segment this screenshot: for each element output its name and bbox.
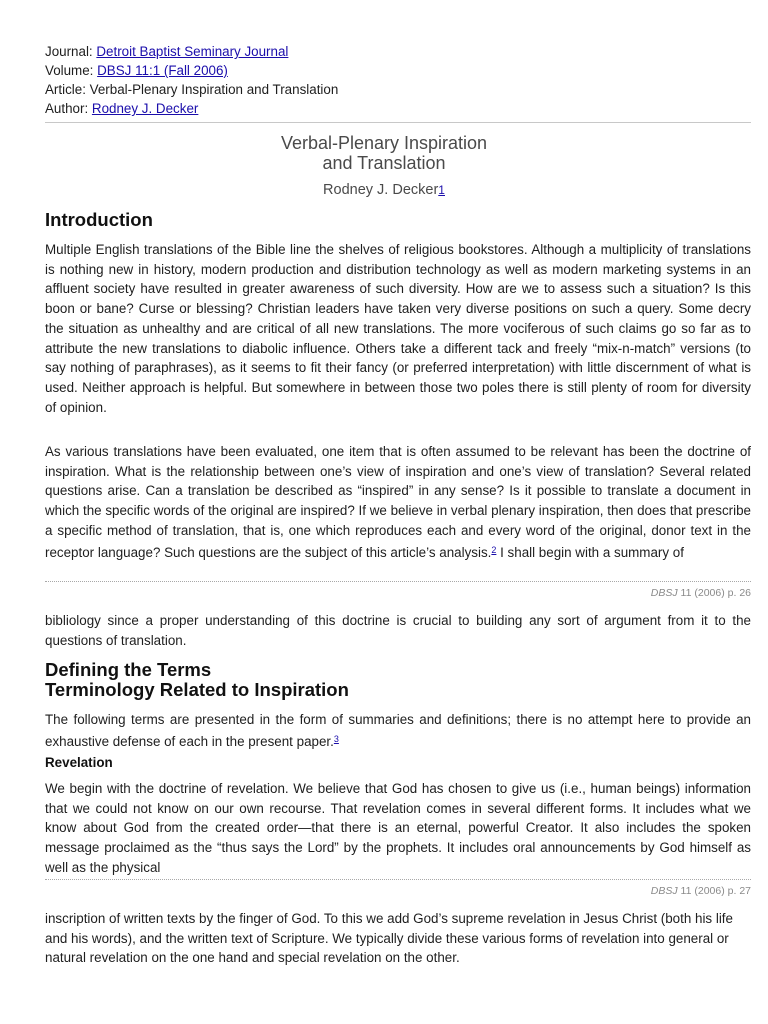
volume-link[interactable]: DBSJ 11:1 (Fall 2006) [97,63,228,78]
journal-link[interactable]: Detroit Baptist Seminary Journal [96,44,289,59]
intro-paragraph-2 [45,442,751,562]
heading-revelation: Revelation [45,755,113,770]
page-reference-26 [651,587,751,599]
volume-label: Volume: [45,63,94,78]
article-label: Article: [45,82,86,97]
footnote-link-1[interactable]: 1 [438,183,445,197]
page-reference-27 [651,885,751,897]
author-line [45,99,338,118]
footnote-link-3[interactable]: 3 [333,733,339,744]
terms-paragraph [45,710,751,751]
page-reference-number-2: 11 (2006) p. 27 [677,885,751,897]
subsection-heading-terminology: Terminology Related to Inspiration [45,679,349,700]
final-paragraph: inscription of written texts by the finger of God. To this we add God’s supreme revelation in Jesus Christ (both his life and his words), and the written text of Scripture. We typically divide these various forms of revelation into general or natural revelation on the one hand and special revelation on the other. [45,911,733,966]
byline-author: Rodney J. Decker [323,182,439,198]
section-heading-defining-terms: Defining the Terms [45,659,212,680]
continuation-paragraph: bibliology since a proper understanding of this doctrine is crucial to building any sort of argument from it to the questions of translation. [45,613,751,648]
author-label: Author: [45,101,89,116]
byline [0,182,768,198]
page-reference-journal-2: DBSJ [650,885,678,897]
article-line [45,80,338,99]
page-break-divider-2 [45,879,751,880]
intro-paragraph-1: Multiple English translations of the Bible line the shelves of religious bookstores. Although a multiplicity of translations is nothing new in history, modern production and distribution technology as well as modern marketing systems in an affluent society have resulted in greater awareness of such diversity. How are we to assess such a situation? Is this boon or bane? Curse or blessing? Christian leaders have taken very diverse positions on such a query. Some decry the situation as unhealthy and are critical of all new translations. The more vociferous of such claims go so far as to attribute the new translations to diabolic influence. Others take a different tack and freely “mix-n-match” versions (to say nothing of paraphrases), as it seems to fit their fancy (or preferred interpretation) with little discernment of what is used. Neither approach is helpful. But somewhere in between those two poles there is still plenty of room for diversity of opinion. [45,242,751,415]
volume-line [45,61,338,80]
page-reference-journal: DBSJ [650,587,678,599]
article-metadata [45,42,338,118]
title-line-1: Verbal-Plenary Inspiration [280,133,488,153]
journal-line [45,42,338,61]
section-heading-introduction: Introduction [45,209,153,230]
terms-paragraph-text: The following terms are presented in the form of summaries and definitions; there is no attempt here to provide an exhaustive defense of each in the present paper. [45,712,751,749]
header-divider [45,122,751,123]
article-value: Verbal-Plenary Inspiration and Translation [89,82,339,97]
footnote-link-2[interactable]: 2 [491,544,497,555]
title-line-2: and Translation [322,153,446,173]
intro-paragraph-2-tail: I shall begin with a summary of [496,544,684,560]
revelation-paragraph: We begin with the doctrine of revelation. We believe that God has chosen to give us (i.e., human beings) information that we could not know on our own recourse. That revelation comes in several different forms. It includes what we know about God from the created order—that there is an eternal, powerful Creator. It also includes the spoken message proclaimed as the “thus says the Lord” by the prophets. It includes oral announcements by God himself as well as the physical [45,781,751,875]
page-break-divider [45,581,751,582]
journal-label: Journal: [45,44,93,59]
intro-paragraph-2-text: As various translations have been evaluated, one item that is often assumed to be relevant has been the doctrine of inspiration. What is the relationship between one’s view of inspiration and one’s view of translation? Several related questions arise. Can a translation be described as “inspired” in any sense? Is it possible to translate a document in which the specific words of the original are inspired? If we believe in verbal plenary inspiration, then does that prescribe a specific method of translation, that is, one which reproduces each and every word of the original, donor text in the receptor language? Such questions are the subject of this article’s analysis. [45,444,751,560]
page-reference-number: 11 (2006) p. 26 [677,587,751,599]
author-link[interactable]: Rodney J. Decker [91,101,199,116]
article-title [0,133,768,173]
